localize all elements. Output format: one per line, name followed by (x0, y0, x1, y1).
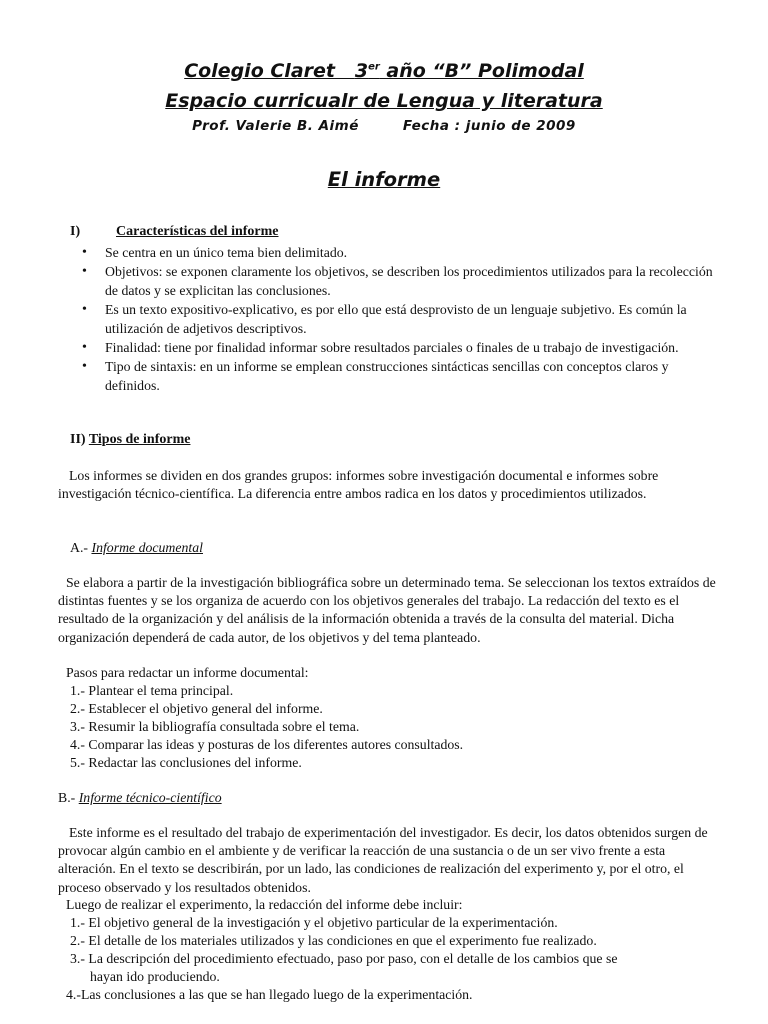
section-2-heading: II) Tipos de informe (70, 432, 191, 447)
teacher-date-line (0, 118, 768, 134)
section-1-heading: I) Características del informe (70, 224, 279, 239)
experiment-steps (66, 896, 617, 1004)
subsection-a-text: Se elabora a partir de la investigación bibliográfica sobre un determinado tema. Se seleccionan los textos extraídos de distintas fuentes y se los organiza de acuerdo con los objetivos generales del trabajo. La redacción del texto es el resultado de la organización y del análisis de la información obtenida a través de la consulta del material. Dicha organización dependerá de cada autor, de los objetivos y del tema planteado. (58, 575, 716, 645)
list-item: 1.- El objetivo general de la investigación y el objetivo particular de la experimentación. (70, 915, 558, 930)
list-item: 1.- Plantear el tema principal. (70, 683, 234, 698)
list-item: • Finalidad: tiene por finalidad informar sobre resultados parciales o finales de u trabajo de investigación. (80, 338, 720, 357)
list-item: 3.- La descripción del procedimiento efectuado, paso por paso, con el detalle de los cambios que se (70, 951, 618, 966)
list-item: 2.- Establecer el objetivo general del informe. (70, 701, 323, 716)
section-2-intro: Los informes se dividen en dos grandes grupos: informes sobre investigación documental e informes sobre investigación técnico-científica. La diferencia entre ambos radica en los datos y procedimientos utilizados. (58, 468, 659, 502)
documental-steps (66, 664, 463, 772)
subject-heading: Espacio curricualr de Lengua y literatura (165, 90, 603, 112)
list-item: 3.- Resumir la bibliografía consultada sobre el tema. (70, 719, 360, 734)
list-item: 4.- Comparar las ideas y posturas de los diferentes autores consultados. (70, 737, 464, 752)
list-item: 2.- El detalle de los materiales utilizados y las condiciones en que el experimento fue realizado. (70, 933, 597, 948)
list-item: 4.-Las conclusiones a las que se han llegado luego de la experimentación. (66, 987, 473, 1002)
characteristics-list (80, 243, 720, 395)
list-item: • Es un texto expositivo-explicativo, es por ello que está desprovisto de un lenguaje subjetivo. Es común la utilización de adjetivos descriptivos. (80, 300, 720, 338)
list-item: • Objetivos: se exponen claramente los objetivos, se describen los procedimientos utilizados para la recolección de datos y se explicitan las conclusiones. (80, 262, 720, 300)
school-heading: Colegio Claret 3er año “B” Polimodal (184, 60, 584, 82)
subsection-a-heading: A.- Informe documental (70, 540, 203, 555)
list-item: • Se centra en un único tema bien delimitado. (80, 243, 720, 262)
document-title: El informe (327, 168, 441, 191)
list-item: 5.- Redactar las conclusiones del informe. (70, 755, 302, 770)
steps-intro: Luego de realizar el experimento, la redacción del informe debe incluir: (66, 897, 463, 912)
list-item-continuation: hayan ido produciendo. (90, 969, 220, 984)
list-item: • Tipo de sintaxis: en un informe se emplean construcciones sintácticas sencillas con conceptos claros y definidos. (80, 357, 720, 395)
subsection-b-text: Este informe es el resultado del trabajo de experimentación del investigador. Es decir, los datos obtenidos surgen de provocar algún cambio en el ambiente y de verificar la reacción de una sustancia o de un ser vivo frente a esta alteración. En el texto se describirán, por un lado, las condiciones de realización del experimento y, por el otro, el proceso observado y los resultados obtenidos. (58, 825, 708, 895)
steps-intro: Pasos para redactar un informe documental: (66, 665, 309, 680)
date-label: Fecha : junio de 2009 (402, 118, 576, 134)
subsection-b-heading: B.- Informe técnico-científico (58, 790, 222, 805)
teacher-name: Prof. Valerie B. Aimé (192, 118, 359, 134)
